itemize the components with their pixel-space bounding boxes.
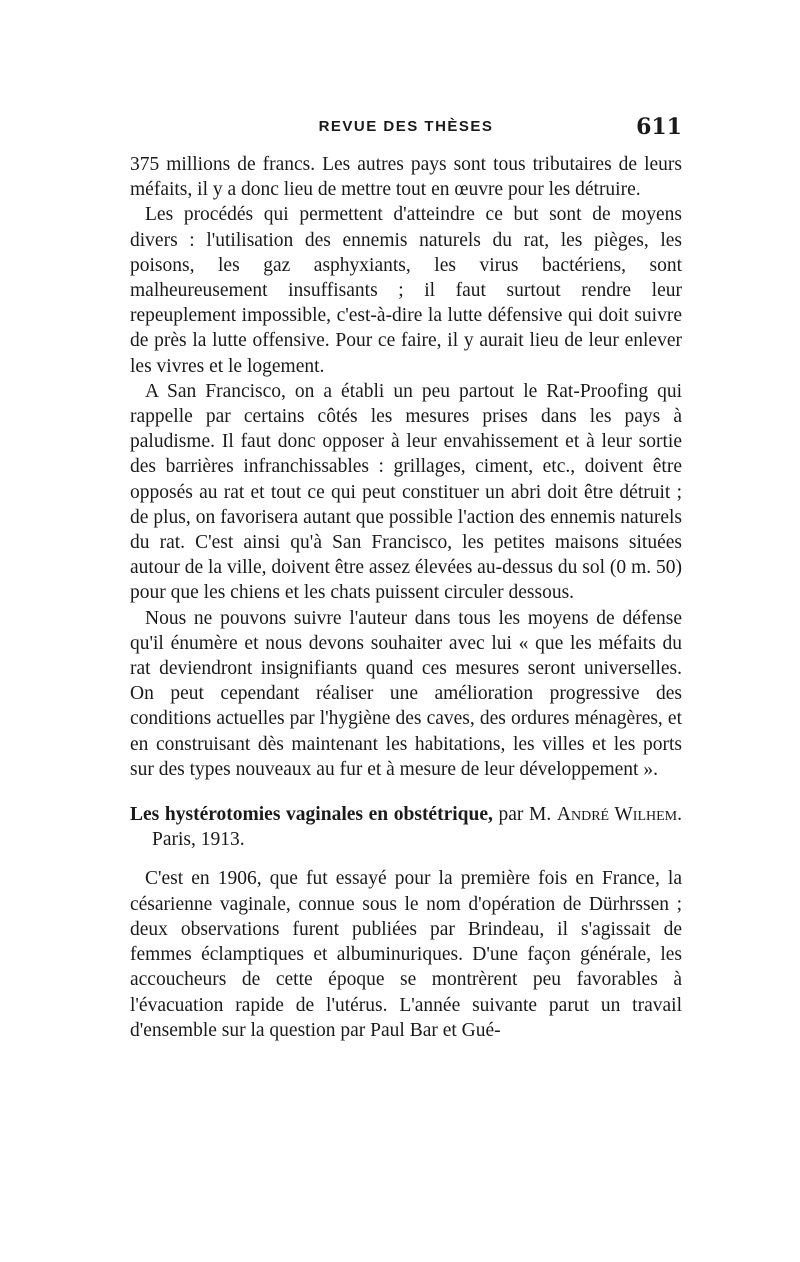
section-by: par M. [492, 804, 557, 826]
paragraph-conclusion: Nous ne pouvons suivre l'auteur dans tous les moyens de défense qu'il énumère et nous devons souhaiter avec lui « que les méfaits du rat deviendront insignifiants quand ces mesures seront universelles. On peut cependant réaliser une amélioration progressive des conditions actuelles par l'hygiène des caves, des ordures ménagères, et en construisant dès maintenant les habitations, les villes et les ports sur des types nouveaux au fur et à mesure de leur développement ». [130, 607, 682, 780]
paragraph-continuation: 375 millions de francs. Les autres pays sont tous tributaires de leurs méfaits, il y a donc lieu de mettre tout en œuvre pour les détruire. [130, 154, 682, 201]
section-author: André Wilhem [556, 804, 678, 826]
paragraph-san-francisco: A San Francisco, on a établi un peu partout le Rat-Proofing qui rappelle par certains côtés les mesures prises dans les pays à paludisme. Il faut donc opposer à leur envahissement et à leur sortie des barrières infranchissables : grillages, ciment, etc., doivent être opposés au rat et tout ce qui peut constituer un abri doit être détruit ; de plus, on favorisera autant que possible l'action des ennemis naturels du rat. C'est ainsi qu'à San Francisco, les petites maisons situées autour de la ville, doivent être assez élevées au-dessus du sol (0 m. 50) pour que les chiens et les chats puissent circuler dessous. [130, 380, 682, 604]
section-place-date: . Paris, 1913. [152, 804, 682, 851]
section-heading [130, 802, 682, 852]
paragraph-hysterotomy: C'est en 1906, que fut essayé pour la première fois en France, la césarienne vaginale, connue sous le nom d'opération de Dürhrssen ; deux observations furent publiées par Brindeau, il s'agissait de femmes éclamptiques et albuminuriques. D'une façon générale, les accoucheurs de cette époque se montrèrent peu favorables à l'évacuation rapide de l'utérus. L'année suivante parut un travail d'ensemble sur la question par Paul Bar et Gué- [130, 868, 682, 1041]
paragraph-methods: Les procédés qui permettent d'atteindre ce but sont de moyens divers : l'utilisation des ennemis naturels du rat, les pièges, les poisons, les gaz asphyxiants, les virus bactériens, sont malheureusement insuffisants ; il faut surtout rendre leur repeuplement impossible, c'est-à-dire la lutte défensive qui doit suivre de près la lutte offensive. Pour ce faire, il y aurait lieu de leur enlever les vivres et le logement. [130, 204, 682, 377]
page-body [130, 152, 682, 1043]
page-header [130, 114, 682, 140]
running-title: REVUE DES THÈSES [318, 118, 494, 135]
section-title: Les hystérotomies vaginales en obstétrique, [130, 804, 493, 826]
page-number: 611 [636, 114, 682, 140]
